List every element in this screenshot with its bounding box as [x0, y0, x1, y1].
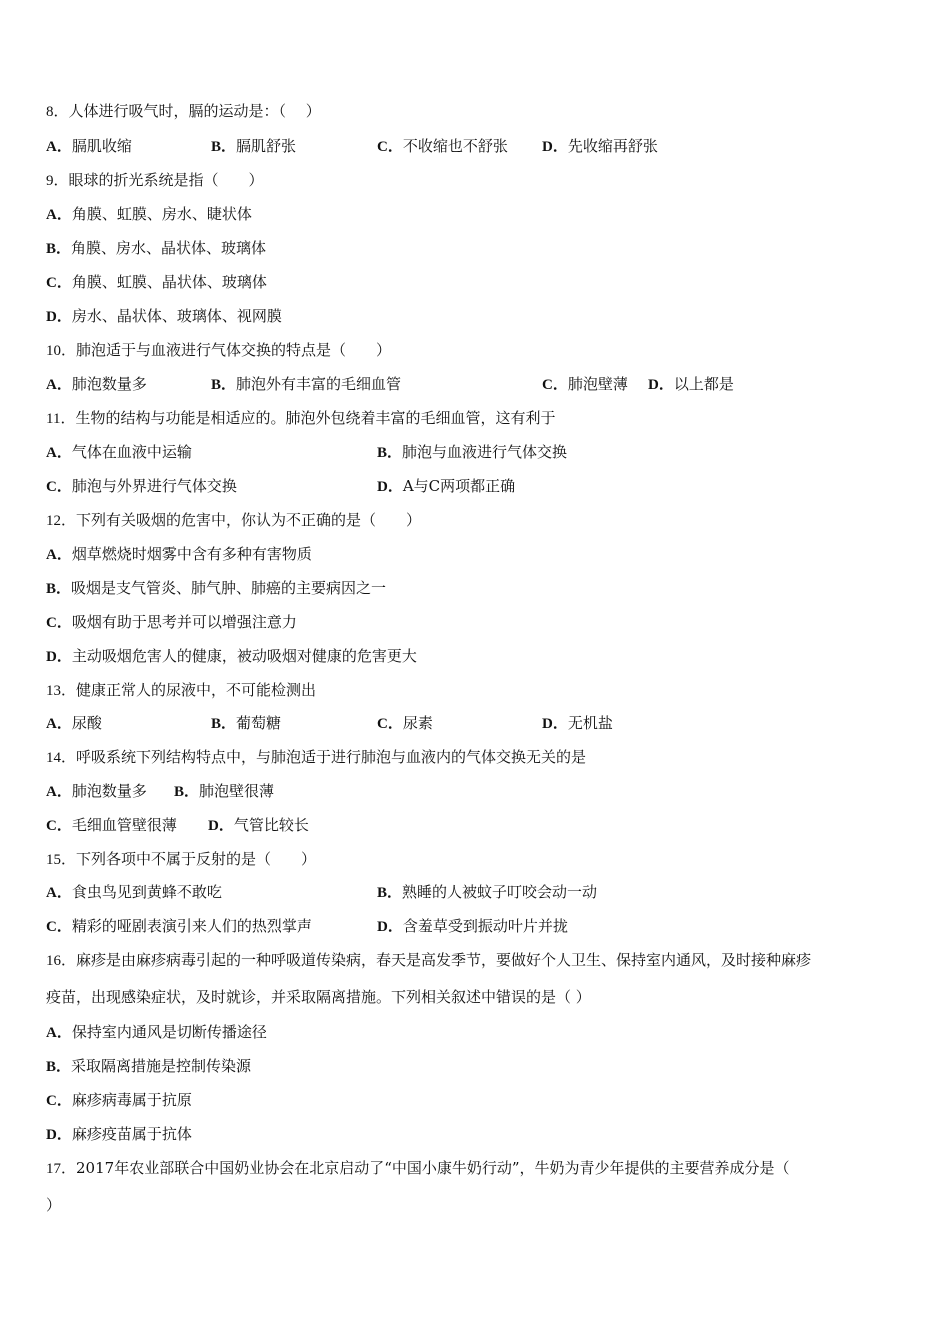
option-d: D．先收缩再舒张 — [542, 137, 658, 155]
option-a: A．气体在血液中运输 — [46, 443, 192, 461]
question-17: 17．2017年农业部联合中国奶业协会在北京启动了“中国小康牛奶行动”，牛奶为青少年提供的主要营养成分是（ — [46, 1159, 790, 1177]
question-stem: 人体进行吸气时，膈的运动是：（ ） — [68, 102, 321, 120]
option-b: B．肺泡与血液进行气体交换 — [377, 443, 568, 461]
option-b: B．葡萄糖 — [211, 714, 282, 732]
option-c: C．吸烟有助于思考并可以增强注意力 — [46, 613, 297, 631]
question-11: 11．生物的结构与功能是相适应的。肺泡外包绕着丰富的毛细血管，这有利于 — [46, 409, 556, 427]
option-c: C．角膜、虹膜、晶状体、玻璃体 — [46, 273, 267, 291]
option-a: A．食虫鸟见到黄蜂不敢吃 — [46, 883, 222, 901]
option-b: B．吸烟是支气管炎、肺气肿、肺癌的主要病因之一 — [46, 579, 387, 597]
option-a: A．膈肌收缩 — [46, 137, 132, 155]
option-b: B．膈肌舒张 — [211, 137, 297, 155]
option-c: C．肺泡与外界进行气体交换 — [46, 477, 237, 495]
option-b: B．肺泡外有丰富的毛细血管 — [211, 375, 402, 393]
question-17-cont: ） — [46, 1196, 62, 1214]
question-14: 14．呼吸系统下列结构特点中，与肺泡适于进行肺泡与血液内的气体交换无关的是 — [46, 748, 587, 766]
question-16-cont: 疫苗，出现感染症状，及时就诊，并采取隔离措施。下列相关叙述中错误的是（ ） — [46, 988, 591, 1006]
option-d: D．A与C两项都正确 — [377, 477, 516, 495]
question-13: 13．健康正常人的尿液中，不可能检测出 — [46, 681, 317, 699]
question-16: 16．麻疹是由麻疹病毒引起的一种呼吸道传染病，春天是高发季节，要做好个人卫生、保持室内通风，及时接种麻疹 — [46, 951, 812, 969]
option-c: C．肺泡壁薄 — [542, 375, 628, 393]
option-c: C．尿素 — [377, 714, 433, 732]
option-c: C．毛细血管壁很薄 — [46, 816, 177, 834]
question-10: 10．肺泡适于与血液进行气体交换的特点是（ ） — [46, 341, 392, 359]
option-b: B．肺泡壁很薄 — [174, 782, 275, 800]
option-a: A．保持室内通风是切断传播途径 — [46, 1023, 267, 1041]
option-a: A．烟草燃烧时烟雾中含有多种有害物质 — [46, 545, 312, 563]
option-b: B．角膜、房水、晶状体、玻璃体 — [46, 239, 267, 257]
question-9: 9．眼球的折光系统是指（ ） — [46, 171, 264, 189]
option-a: A．尿酸 — [46, 714, 102, 732]
question-8 — [46, 101, 321, 122]
option-d: D．麻疹疫苗属于抗体 — [46, 1125, 192, 1143]
option-d: D．以上都是 — [648, 375, 734, 393]
option-d: D．房水、晶状体、玻璃体、视网膜 — [46, 307, 282, 325]
question-15: 15．下列各项中不属于反射的是（ ） — [46, 850, 317, 868]
option-d: D．气管比较长 — [208, 816, 309, 834]
option-c: C．麻疹病毒属于抗原 — [46, 1091, 192, 1109]
option-d: D．主动吸烟危害人的健康，被动吸烟对健康的危害更大 — [46, 647, 417, 665]
question-12: 12．下列有关吸烟的危害中，你认为不正确的是（ ） — [46, 511, 422, 529]
option-c: C．不收缩也不舒张 — [377, 137, 508, 155]
option-d: D．含羞草受到振动叶片并拢 — [377, 917, 568, 935]
option-a: A．角膜、虹膜、房水、睫状体 — [46, 205, 252, 223]
option-c: C．精彩的哑剧表演引来人们的热烈掌声 — [46, 917, 312, 935]
option-a: A．肺泡数量多 — [46, 375, 147, 393]
option-a: A．肺泡数量多 — [46, 782, 147, 800]
option-b: B．熟睡的人被蚊子叮咬会动一动 — [377, 883, 598, 901]
question-number: 8． — [46, 104, 69, 120]
option-d: D．无机盐 — [542, 714, 613, 732]
option-b: B．采取隔离措施是控制传染源 — [46, 1057, 252, 1075]
